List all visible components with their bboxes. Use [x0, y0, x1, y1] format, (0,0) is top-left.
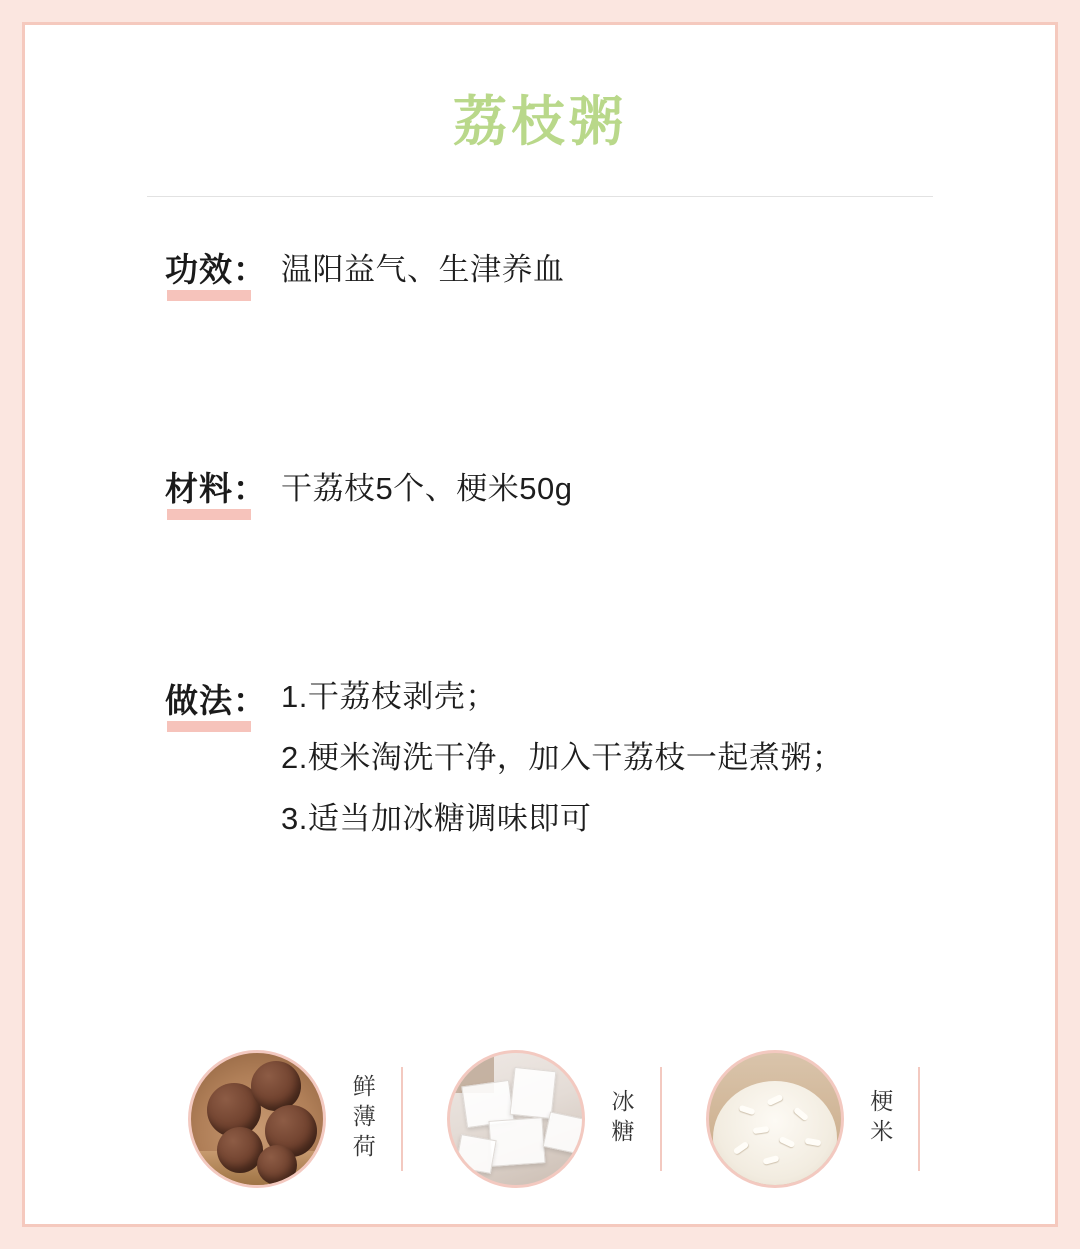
- method-label: 做法：: [165, 680, 267, 727]
- ingredient-item: [706, 1050, 921, 1188]
- sugar-cube: [455, 1134, 496, 1174]
- rock-sugar-photo: [447, 1050, 585, 1188]
- lychee-fruit: [251, 1061, 301, 1111]
- material-value: 干荔枝5个、梗米50g: [281, 471, 573, 507]
- ingredient-separator: [660, 1067, 662, 1171]
- ingredient-separator: [401, 1067, 403, 1171]
- method-step: 3.适当加冰糖调味即可: [281, 801, 592, 837]
- rice-photo: [706, 1050, 844, 1188]
- efficacy-value: 温阳益气、生津养血: [281, 252, 565, 288]
- ingredient-name: 鲜薄荷: [349, 1074, 376, 1164]
- efficacy-label: 功效：: [165, 249, 267, 296]
- page-title: 荔枝粥: [453, 92, 627, 152]
- efficacy-label-highlight: [167, 290, 251, 301]
- ingredient-item: [188, 1050, 403, 1188]
- method-label-highlight: [167, 721, 251, 732]
- material-row: [25, 468, 1055, 515]
- material-label-highlight: [167, 509, 251, 520]
- method-step: 1.干荔枝剥壳；: [281, 679, 497, 715]
- efficacy-row: [25, 249, 1055, 296]
- method-steps: [281, 680, 843, 836]
- method-row: [25, 680, 1055, 836]
- sugar-cube: [542, 1111, 584, 1154]
- title-divider: [147, 196, 933, 197]
- ingredient-name: 冰糖: [608, 1089, 635, 1149]
- material-label: 材料：: [165, 468, 267, 515]
- recipe-content: [25, 249, 1055, 836]
- lychee-fruit: [257, 1145, 297, 1185]
- ingredient-gallery: [25, 1050, 1055, 1188]
- method-step: 2.梗米淘洗干净，加入干荔枝一起煮粥；: [281, 740, 844, 776]
- lychee-photo: [188, 1050, 326, 1188]
- sugar-cube: [488, 1117, 545, 1167]
- recipe-card: [22, 22, 1058, 1227]
- ingredient-item: [447, 1050, 662, 1188]
- ingredient-separator: [918, 1067, 920, 1171]
- ingredient-name: 梗米: [867, 1089, 894, 1149]
